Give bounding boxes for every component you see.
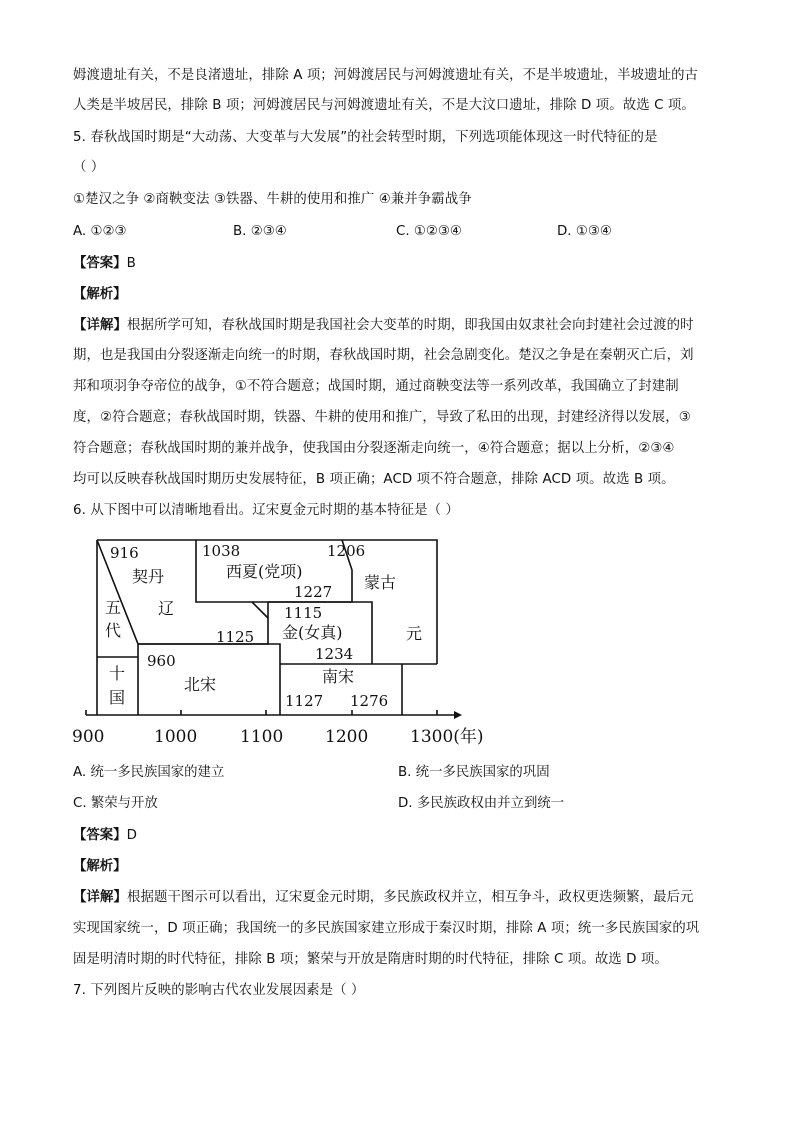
detail-label: 【详解】 xyxy=(73,890,127,905)
jin-start-year: 1115 xyxy=(284,604,323,622)
jin-top-edge xyxy=(252,602,268,618)
q6-option-d: D. 多民族政权由并立到统一 xyxy=(398,796,565,811)
q6-detail-line: 实现国家统一，D 项正确；我国统一的多民族国家建立形成于秦汉时期，排除 A 项；统一多民族国家的巩 xyxy=(73,921,700,936)
answer-value: B xyxy=(126,256,136,271)
wudai-label-2: 代 xyxy=(105,621,122,640)
detail-text: 根据所学可知，春秋战国时期是我国社会大变革的时期，即我国由奴隶社会向封建社会过渡的时 xyxy=(126,318,694,333)
q6-option-a: A. 统一多民族国家的建立 xyxy=(73,765,225,780)
q5-detail-line: 期，也是我国由分裂逐渐走向统一的时期，春秋战国时期，社会急剧变化。楚汉之争是在秦朝灭亡后，刘 xyxy=(73,348,694,363)
dynasty-timeline-figure xyxy=(72,532,502,752)
yuan-label: 元 xyxy=(406,624,423,643)
detail-label: 【详解】 xyxy=(73,318,127,333)
xixia-end-year: 1227 xyxy=(294,583,333,601)
nansong-label: 南宋 xyxy=(322,667,355,686)
axis-label-1100: 1100 xyxy=(240,727,284,747)
q6-stem: 6. 从下图中可以清晰地看出。辽宋夏金元时期的基本特征是（ ） xyxy=(73,503,459,518)
mongol-label: 蒙古 xyxy=(364,573,397,592)
shiguo-label-1: 十 xyxy=(109,664,126,683)
xixia-start-year: 1038 xyxy=(202,542,241,560)
liao-start-year: 916 xyxy=(110,544,139,562)
shiguo-label-2: 国 xyxy=(109,688,126,707)
q6-option-b: B. 统一多民族国家的巩固 xyxy=(398,765,550,780)
q5-analysis-label: 【解析】 xyxy=(73,287,127,302)
q6-detail-line: 固是明清时期的时代特征，排除 B 项；繁荣与开放是隋唐时期的时代特征，排除 C 项。故选 D 项。 xyxy=(73,952,668,967)
q7-stem: 7. 下列图片反映的影响古代农业发展因素是（ ） xyxy=(73,983,365,998)
liao-state-label: 辽 xyxy=(158,599,175,618)
q5-stem-blank: （ ） xyxy=(73,160,105,175)
q5-detail-line xyxy=(73,316,694,336)
q5-detail-line: 均可以反映春秋战国时期历史发展特征，B 项正确；ACD 项不符合题意，排除 ACD 项。故选 B 项。 xyxy=(73,472,675,487)
beisong-label: 北宋 xyxy=(184,675,217,694)
nansong-start-year: 1127 xyxy=(285,692,324,710)
answer-label: 【答案】 xyxy=(73,256,127,271)
q5-option-b: B. ②③④ xyxy=(233,224,287,239)
q5-option-a: A. ①②③ xyxy=(73,224,127,239)
jin-end-year: 1234 xyxy=(315,645,354,663)
q5-detail-line: 邦和项羽争夺帝位的战争，①不符合题意；战国时期，通过商鞅变法等一系列改革，我国确立了封建制 xyxy=(73,379,679,394)
liao-people-label: 契丹 xyxy=(132,567,165,586)
q5-detail-line: 符合题意；春秋战国时期的兼并战争，使我国由分裂逐渐走向统一，④符合题意；据以上分析，②③④ xyxy=(73,441,675,456)
q6-analysis-label: 【解析】 xyxy=(73,859,127,874)
q5-option-d: D. ①③④ xyxy=(557,224,612,239)
beisong-start-year: 960 xyxy=(147,652,176,670)
q6-option-c: C. 繁荣与开放 xyxy=(73,796,158,811)
wudai-label-1: 五 xyxy=(105,598,122,617)
q4-text-line: 人类是半坡居民，排除 B 项；河姆渡居民与河姆渡遗址有关，不是大汶口遗址，排除 D 项。故选 C 项。 xyxy=(73,98,695,113)
axis-label-1200: 1200 xyxy=(325,727,369,747)
q5-option-c: C. ①②③④ xyxy=(396,224,462,239)
xixia-label: 西夏(党项) xyxy=(226,562,303,581)
axis-label-1000: 1000 xyxy=(154,727,198,747)
q5-answer xyxy=(73,254,136,274)
nansong-end-year: 1276 xyxy=(350,692,389,710)
liao-end-year: 1125 xyxy=(216,628,255,646)
detail-text: 根据题干图示可以看出，辽宋夏金元时期，多民族政权并立，相互争斗，政权更迭频繁，最后元 xyxy=(126,890,694,905)
q5-stem: 5. 春秋战国时期是“大动荡、大变革与大发展”的社会转型时期，下列选项能体现这一时代特征的是 xyxy=(73,130,658,145)
q4-text-line: 姆渡遗址有关，不是良渚遗址，排除 A 项；河姆渡居民与河姆渡遗址有关，不是半坡遗址，半坡遗址的古 xyxy=(73,68,699,83)
mongol-start-year: 1206 xyxy=(327,542,366,560)
axis-label-1300: 1300(年) xyxy=(410,727,484,747)
q5-statements: ①楚汉之争 ②商鞅变法 ③铁器、牛耕的使用和推广 ④兼并争霸战争 xyxy=(73,192,472,207)
answer-value: D xyxy=(126,828,137,843)
jin-label: 金(女真) xyxy=(282,623,343,642)
q6-detail-line xyxy=(73,888,694,908)
axis-label-900: 900 xyxy=(72,727,105,747)
answer-label: 【答案】 xyxy=(73,828,127,843)
axis-arrow-icon xyxy=(454,711,462,719)
q5-detail-line: 度，②符合题意；春秋战国时期，铁器、牛耕的使用和推广，导致了私田的出现，封建经济得以发展，③ xyxy=(73,410,691,425)
q6-answer xyxy=(73,826,137,846)
